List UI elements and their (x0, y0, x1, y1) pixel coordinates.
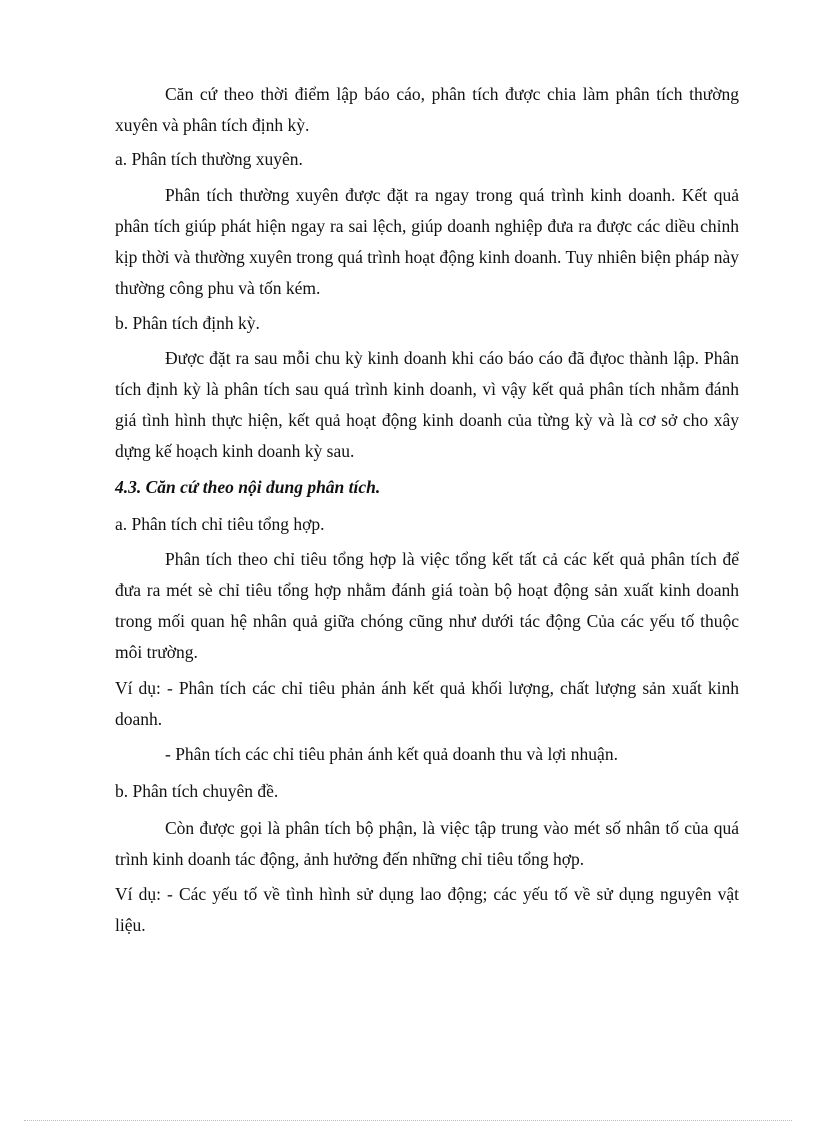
paragraph-regular-analysis: Phân tích thường xuyên được đặt ra ngay trong quá trình kinh doanh. Kết quả phân tích giúp phát hiện ngay ra sai lệch, giúp doanh nghiệp đưa ra được các diều chỉnh kịp thời và thường xuyên trong quá trình hoạt động kinh doanh. Tuy nhiên biện pháp này thường công phu và tốn kém. (115, 185, 739, 298)
example-aggregate-1: Ví dụ: - Phân tích các chỉ tiêu phản ánh kết quả khối lượng, chất lượng sản xuất kinh doanh. (115, 678, 739, 729)
subheading-aggregate-indicators: a. Phân tích chỉ tiêu tổng hợp. (115, 514, 325, 534)
paragraph-topical-analysis: Còn được gọi là phân tích bộ phận, là việc tập trung vào mét số nhân tố của quá trình kinh doanh tác động, ảnh hưởng đến những chỉ tiêu tổng hợp. (115, 818, 739, 869)
example-topical: Ví dụ: - Các yếu tố về tình hình sử dụng lao động; các yếu tố về sử dụng nguyên vật liệu. (115, 884, 739, 935)
subheading-regular-analysis: a. Phân tích thường xuyên. (115, 149, 303, 169)
subheading-periodic-analysis: b. Phân tích định kỳ. (115, 313, 260, 333)
paragraph-intro: Căn cứ theo thời điểm lập báo cáo, phân tích được chia làm phân tích thường xuyên và phân tích định kỳ. (115, 84, 739, 135)
subheading-topical-analysis: b. Phân tích chuyên đề. (115, 781, 279, 801)
paragraph-aggregate-indicators: Phân tích theo chỉ tiêu tổng hợp là việc tổng kết tất cả các kết quả phân tích để đưa ra mét sè chỉ tiêu tổng hợp nhằm đánh giá toàn bộ hoạt động sản xuất kinh doanh trong mối quan hệ nhân quả giữa chóng cũng như dưới tác động Của các yếu tố thuộc môi trường. (115, 549, 739, 662)
page-bottom-rule (24, 1120, 792, 1121)
example-aggregate-2: - Phân tích các chỉ tiêu phản ánh kết quả doanh thu và lợi nhuận. (165, 744, 618, 764)
paragraph-periodic-analysis: Được đặt ra sau mỗi chu kỳ kinh doanh khi cáo báo cáo đã đựoc thành lập. Phân tích định kỳ là phân tích sau quá trình kinh doanh, vì vậy kết quả phân tích nhằm đánh giá tình hình thực hiện, kết quả hoạt động kinh doanh của từng kỳ và là cơ sở cho xây dựng kế hoạch kinh doanh kỳ sau. (115, 348, 739, 461)
section-heading-4-3: 4.3. Căn cứ theo nội dung phân tích. (115, 477, 381, 497)
